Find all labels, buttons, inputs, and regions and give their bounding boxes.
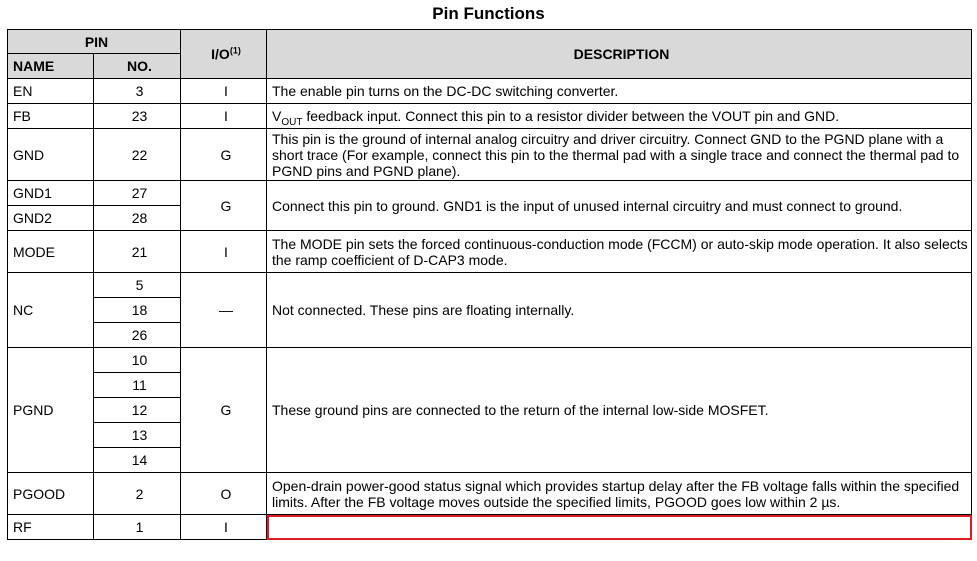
- highlighted-empty-description-cell[interactable]: [267, 515, 972, 540]
- name-header: NAME: [8, 54, 94, 79]
- pin-number: 3: [94, 79, 181, 104]
- pin-number: 13: [94, 423, 181, 448]
- pin-io: O: [181, 473, 267, 515]
- pin-number: 22: [94, 129, 181, 181]
- pin-io: —: [181, 273, 267, 348]
- pin-number: 28: [94, 206, 181, 231]
- pin-number: 14: [94, 448, 181, 473]
- pin-description: $V_{OUT}$ feedback input. Connect this pin to a resistor divider between the VOUT pin and GND.: [267, 104, 972, 129]
- table-row-pgnd: [8, 348, 972, 373]
- pin-group-header: PIN: [8, 30, 181, 54]
- footnote-ref: (1): [229, 45, 241, 56]
- header-row-1: [8, 30, 972, 54]
- table-row-nc: [8, 273, 972, 298]
- pin-io: I: [181, 515, 267, 540]
- pin-io: G: [181, 129, 267, 181]
- pin-name: RF: [8, 515, 94, 540]
- pin-io: I: [181, 79, 267, 104]
- pin-functions-table: [7, 29, 972, 540]
- pin-number: 10: [94, 348, 181, 373]
- table-row-fb: [8, 104, 972, 129]
- pin-description: This pin is the ground of internal analog circuitry and driver circuitry. Connect GND to the PGND plane with a short trace (For example, connect this pin to the thermal pad with a single trace and connect the thermal pad to PGND pins and PGND plane).: [267, 129, 972, 181]
- pin-number: 27: [94, 181, 181, 206]
- pin-io: G: [181, 348, 267, 473]
- pin-number: 21: [94, 231, 181, 273]
- pin-description: Not connected. These pins are floating internally.: [267, 273, 972, 348]
- pin-number: 12: [94, 398, 181, 423]
- pin-name: GND: [8, 129, 94, 181]
- description-header: DESCRIPTION: [267, 30, 972, 79]
- table-row-en: [8, 79, 972, 104]
- table-row-mode: [8, 231, 972, 273]
- pin-name: NC: [8, 273, 94, 348]
- pin-description: The MODE pin sets the forced continuous-conduction mode (FCCM) or auto-skip mode operation. It also selects the ramp coefficient of D-CAP3 mode.: [267, 231, 972, 273]
- pin-io: G: [181, 181, 267, 231]
- table-row-gnd1: [8, 181, 972, 206]
- pin-description: Connect this pin to ground. GND1 is the input of unused internal circuitry and must connect to ground.: [267, 181, 972, 231]
- pin-name: EN: [8, 79, 94, 104]
- pin-name: GND2: [8, 206, 94, 231]
- pin-name: FB: [8, 104, 94, 129]
- pin-number: 18: [94, 298, 181, 323]
- pin-name: MODE: [8, 231, 94, 273]
- io-header: $I/O^{(1)}$: [181, 30, 267, 79]
- pin-name: GND1: [8, 181, 94, 206]
- pin-number: 26: [94, 323, 181, 348]
- pin-number: 11: [94, 373, 181, 398]
- pin-number: 23: [94, 104, 181, 129]
- pin-description: The enable pin turns on the DC-DC switching converter.: [267, 79, 972, 104]
- pin-io: I: [181, 104, 267, 129]
- table-title: Pin Functions: [432, 4, 545, 23]
- pin-description: These ground pins are connected to the return of the internal low-side MOSFET.: [267, 348, 972, 473]
- pin-io: I: [181, 231, 267, 273]
- no-header: NO.: [94, 54, 181, 79]
- table-row-gnd: [8, 129, 972, 181]
- table-row-pgood: [8, 473, 972, 515]
- pin-name: PGND: [8, 348, 94, 473]
- pin-number: 1: [94, 515, 181, 540]
- pin-number: 2: [94, 473, 181, 515]
- table-row-rf: [8, 515, 972, 540]
- pin-number: 5: [94, 273, 181, 298]
- pin-name: PGOOD: [8, 473, 94, 515]
- pin-description: Open-drain power-good status signal which provides startup delay after the FB voltage falls within the specified limits. After the FB voltage moves outside the specified limits, PGOOD goes low within 2 µs.: [267, 473, 972, 515]
